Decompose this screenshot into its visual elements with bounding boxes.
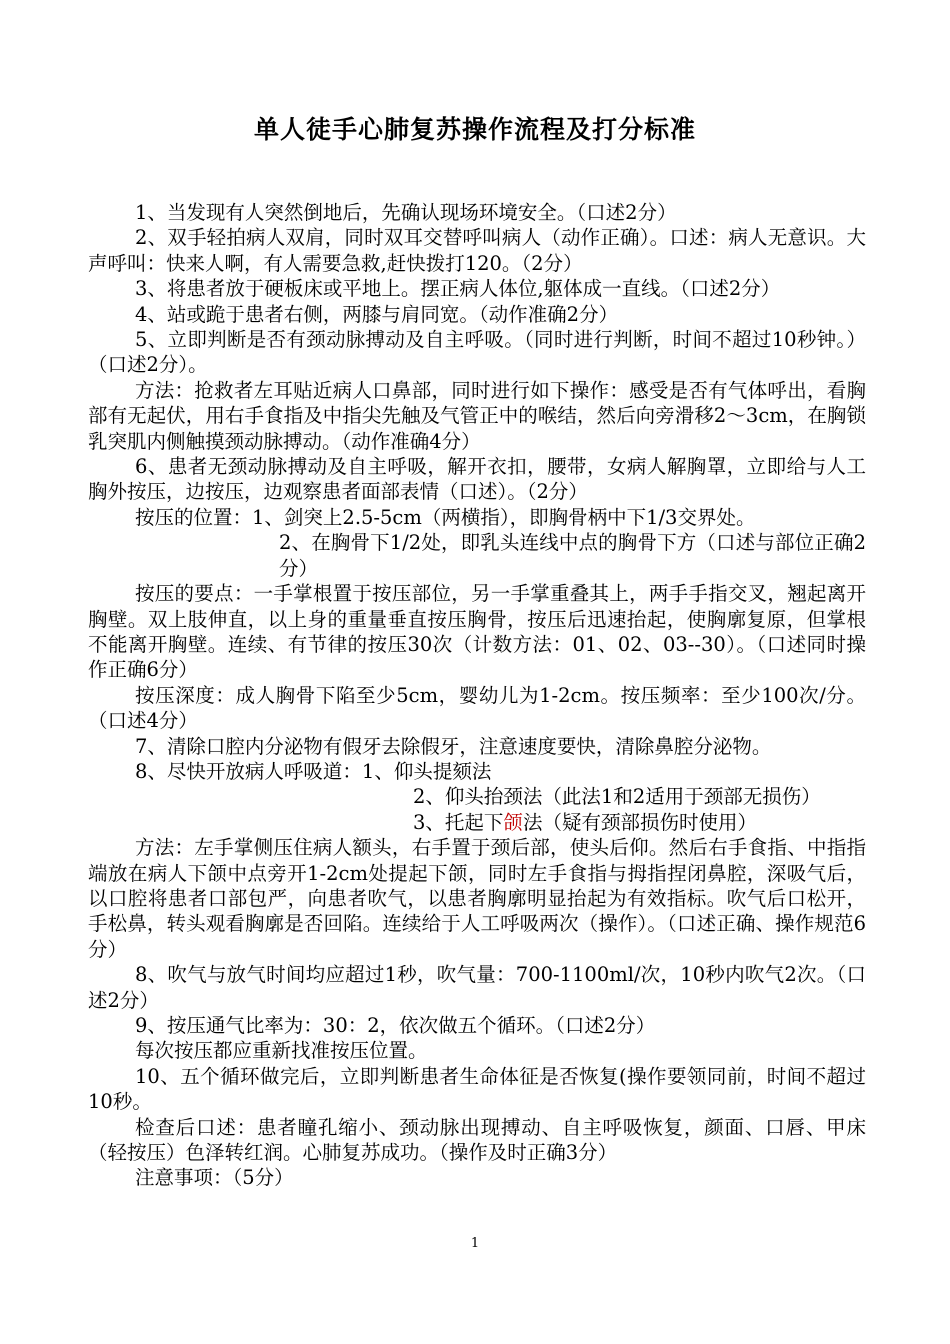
paragraph-compression-points: 按压的要点：一手掌根置于按压部位，另一手掌重叠其上，两手手指交叉，翘起离开胸壁。双上肢伸直，以上身的重量垂直按压胸骨，按压后迅速抬起，使胸廓复原，但掌根不能离开胸壁。连续、有节律的按压30次（计数方法：01、02、03--30）。（口述同时操作正确6分） xyxy=(88,582,866,682)
paragraph-compression-position-2: 2、在胸骨下1/2处，即乳头连线中点的胸骨下方（口述与部位正确2分） xyxy=(279,531,866,580)
paragraph-compression-position-1: 按压的位置：1、剑突上2.5-5cm（两横指），即胸骨柄中下1/3交界处。 xyxy=(135,505,756,529)
paragraph-step-5: 5、立即判断是否有颈动脉搏动及自主呼吸。（同时进行判断，时间不超过10秒钟。）（口述2分）。 xyxy=(88,328,866,377)
paragraph-step-1: 1、当发现有人突然倒地后，先确认现场环境安全。（口述2分） xyxy=(135,201,677,224)
paragraph-step-10: 10、五个循环做完后，立即判断患者生命体征是否恢复(操作要领同前，时间不超过10秒。 xyxy=(88,1064,866,1114)
paragraph-step-6: 6、患者无颈动脉搏动及自主呼吸，解开衣扣，腰带，女病人解胸罩，立即给与人工胸外按压，边按压，边观察患者面部表情（口述）。（2分） xyxy=(88,455,866,504)
paragraph-step-9: 9、按压通气比率为：30：2，依次做五个循环。（口述2分） xyxy=(135,1014,656,1037)
paragraph-step-3: 3、将患者放于硬板床或平地上。摆正病人体位,躯体成一直线。（口述2分） xyxy=(135,277,781,301)
page-number: 1 xyxy=(470,1236,480,1251)
paragraph-airway-method-2: 2、仰头抬颈法（此法1和2适用于颈部无损伤） xyxy=(413,785,821,809)
paragraph-step-8-airway: 8、尽快开放病人呼吸道：1、仰头提颏法 xyxy=(135,759,492,783)
paragraph-compression-depth: 按压深度：成人胸骨下陷至少5cm，婴幼儿为1-2cm。按压频率：至少100次/分。（口述4分） xyxy=(88,683,866,733)
paragraph-reposition-note: 每次按压都应重新找准按压位置。 xyxy=(135,1039,428,1063)
paragraph-step-4: 4、站或跪于患者右侧，两膝与肩同宽。（动作准确2分） xyxy=(135,302,619,326)
paragraph-breathing-method: 方法：左手掌侧压住病人额头，右手置于颈后部，使头后仰。然后右手食指、中指指端放在病人下颌中点旁开1-2cm处提起下颌，同时左手食指与拇指捏闭鼻腔，深吸气后，以口腔将患者口部包严，向患者吹气，以患者胸廓明显抬起为有效指标。吹气后口松开，手松鼻，转头观看胸廓是否回陷。连续给于人工呼吸两次（操作）。（口述正确、操作规范6分） xyxy=(88,836,866,961)
paragraph-step-7: 7、清除口腔内分泌物有假牙去除假牙，注意速度要快，清除鼻腔分泌物。 xyxy=(135,734,772,758)
paragraph-step-8-breath-time: 8、吹气与放气时间均应超过1秒，吹气量：700-1100ml/次，10秒内吹气2次。（口述2分） xyxy=(88,963,866,1012)
chin-method-after: 法（疑有颈部损伤时使用） xyxy=(522,810,757,834)
chin-method-highlight: 颌 xyxy=(503,810,523,834)
document-title: 单人徒手心肺复苏操作流程及打分标准 xyxy=(253,115,696,144)
paragraph-post-check: 检查后口述：患者瞳孔缩小、颈动脉出现搏动、自主呼吸恢复，颜面、口唇、甲床（轻按压）色泽转红润。心肺复苏成功。（操作及时正确3分） xyxy=(88,1115,866,1165)
paragraph-airway-method-3 xyxy=(88,810,866,835)
paragraph-step-2: 2、双手轻拍病人双肩，同时双耳交替呼叫病人（动作正确）。口述：病人无意识。大声呼叫：快来人啊，有人需要急救,赶快拨打120。（2分） xyxy=(88,226,866,275)
chin-method-before: 3、托起下 xyxy=(413,810,504,834)
document-body xyxy=(88,200,866,1191)
paragraph-precautions: 注意事项：（5分） xyxy=(135,1166,294,1190)
paragraph-pulse-method: 方法：抢救者左耳贴近病人口鼻部，同时进行如下操作：感受是否有气体呼出，看胸部有无起伏，用右手食指及中指尖先触及气管正中的喉结，然后向旁滑移2～3cm，在胸锁乳突肌内侧触摸颈动脉搏动。（动作准确4分） xyxy=(88,378,866,453)
